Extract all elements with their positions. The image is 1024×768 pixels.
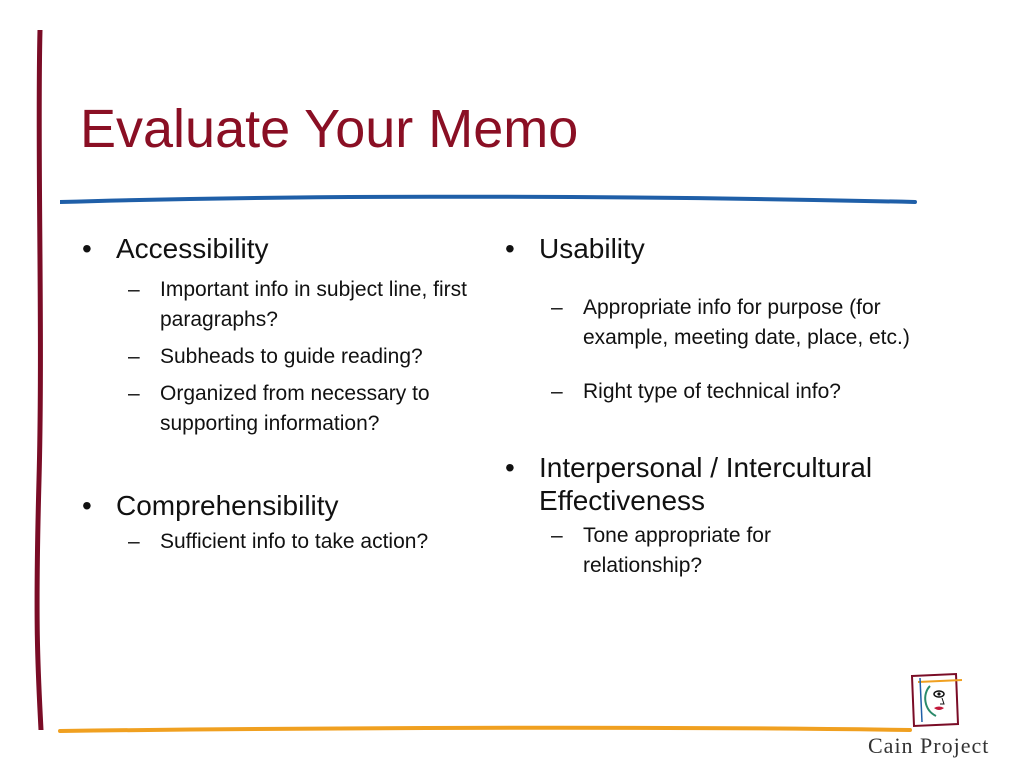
logo-wordmark: Cain Project [868,733,990,758]
title-underline-rule [60,192,920,212]
footer-rule [40,722,920,738]
sub-item [505,293,923,353]
slide-title: Evaluate Your Memo [80,99,579,159]
bullet-heading-text: Interpersonal / Intercultural Effectiveness [539,452,873,516]
dash-icon: – [551,380,563,403]
dash-icon: – [128,345,140,368]
dash-icon: – [128,278,140,301]
bullet-heading [82,232,472,265]
section-interpersonal [505,451,945,581]
dash-icon: – [551,524,563,547]
sub-item [82,342,472,372]
bullet-heading-text: Usability [539,233,645,264]
left-accent-rule [34,30,46,730]
sub-item [505,377,945,407]
bullet-icon: • [505,233,515,264]
dash-icon: – [128,382,140,405]
section-comprehensibility [82,489,472,557]
sub-item-text: Organized from necessary to supporting information? [160,382,430,435]
sub-item-text: Subheads to guide reading? [160,345,423,368]
sub-item-text: Appropriate info for purpose (for example, meeting date, place, etc.) [583,296,910,349]
dash-icon: – [128,530,140,553]
bullet-heading [505,451,945,517]
bullet-icon: • [82,490,92,521]
dash-icon: – [551,296,563,319]
bullet-heading-text: Comprehensibility [116,490,339,521]
sub-item [82,275,472,335]
sub-item [82,379,472,439]
bullet-heading [505,232,945,265]
sub-item-text: Tone appropriate for relationship? [583,524,771,577]
sub-item-text: Right type of technical info? [583,380,841,403]
left-column [82,232,472,557]
section-usability [505,232,945,407]
sub-item [82,527,472,557]
bullet-heading-text: Accessibility [116,233,269,264]
sub-item-text: Sufficient info to take action? [160,530,429,553]
right-column [505,232,945,581]
sub-item [505,521,883,581]
bullet-icon: • [82,233,92,264]
sub-item-text: Important info in subject line, first paragraphs? [160,278,467,331]
section-accessibility [82,232,472,439]
bullet-heading [82,489,472,522]
face-sketch-icon [906,672,966,730]
bullet-icon: • [505,452,515,483]
